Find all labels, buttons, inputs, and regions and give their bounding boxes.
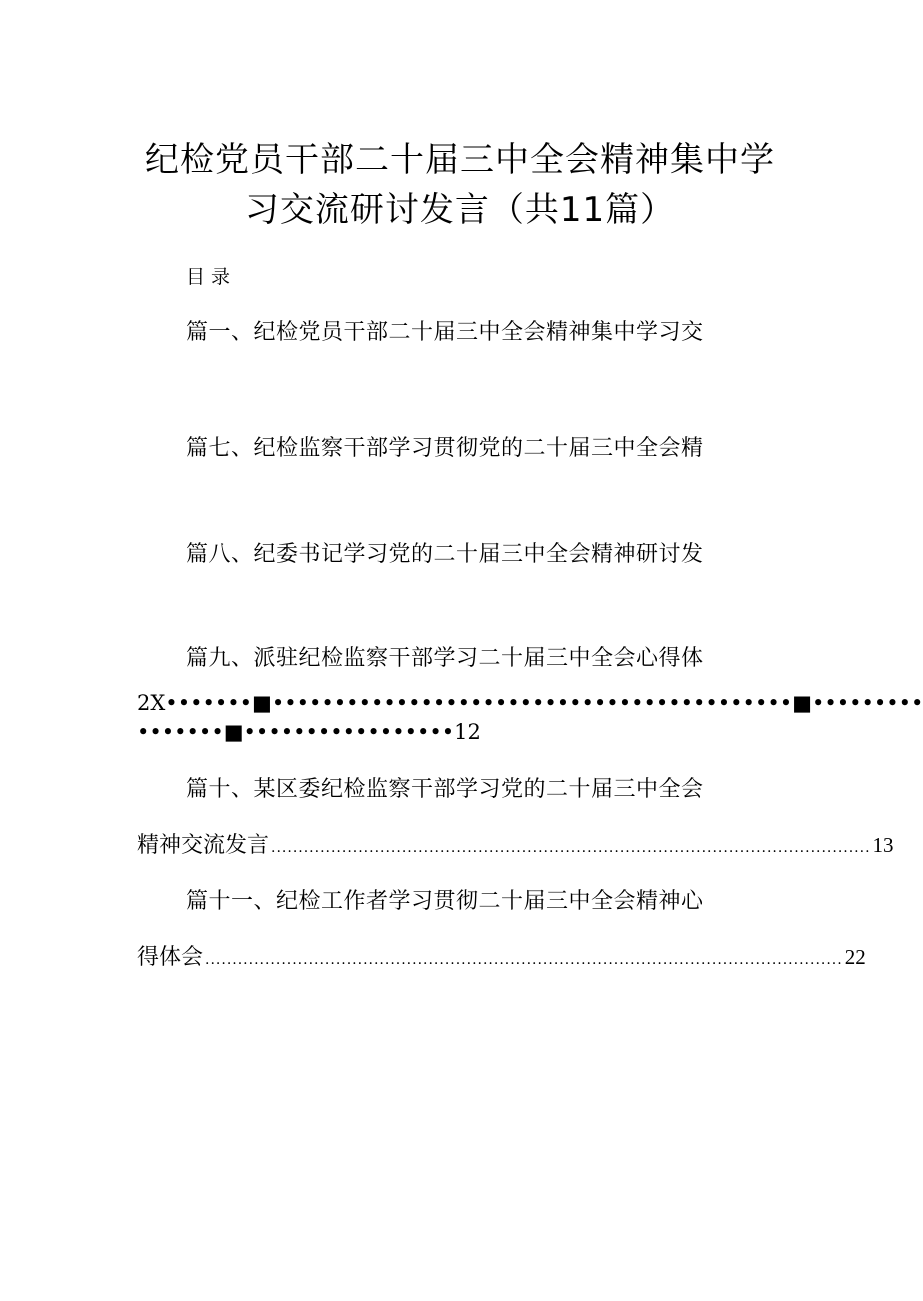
toc-entry-7[interactable]: 篇七、纪检监察干部学习贯彻党的二十届三中全会精 [186,436,704,461]
toc-entry-10-continuation: 精神交流发言 [137,833,270,858]
toc-entry-1[interactable]: 篇一、纪检党员干部二十届三中全会精神集中学习交 [186,320,704,345]
page-number: 22 [844,945,866,969]
document-title-line-2: 习交流研讨发言（共11篇） [244,190,676,230]
toc-entry-9[interactable]: 篇九、派驻纪检监察干部学习二十届三中全会心得体 [186,646,704,671]
toc-entry-11[interactable]: 篇十一、纪检工作者学习贯彻二十届三中全会精神心 [186,889,704,914]
toc-leader-row-10[interactable] [137,828,894,859]
toc-garbled-leader-2: •••••••■•••••••••••••••••12 [137,720,481,744]
toc-entry-11-continuation: 得体会 [137,945,204,970]
toc-entry-10[interactable]: 篇十、某区委纪检监察干部学习党的二十届三中全会 [186,777,704,802]
dot-leader: ..................................................................................................................... [205,952,843,968]
toc-entry-8[interactable]: 篇八、纪委书记学习党的二十届三中全会精神研讨发 [186,542,704,567]
dot-leader: .............................................................................................................. [271,840,871,856]
toc-garbled-leader-1: 2X•••••••■••••••••••••••••••••••••••••••••••••••••••■••••••••• [137,691,923,715]
toc-leader-row-11[interactable] [137,940,866,971]
document-title-line-1: 纪检党员干部二十届三中全会精神集中学 [145,140,775,180]
page-number: 13 [872,833,894,857]
toc-heading: 目录 [186,266,237,288]
